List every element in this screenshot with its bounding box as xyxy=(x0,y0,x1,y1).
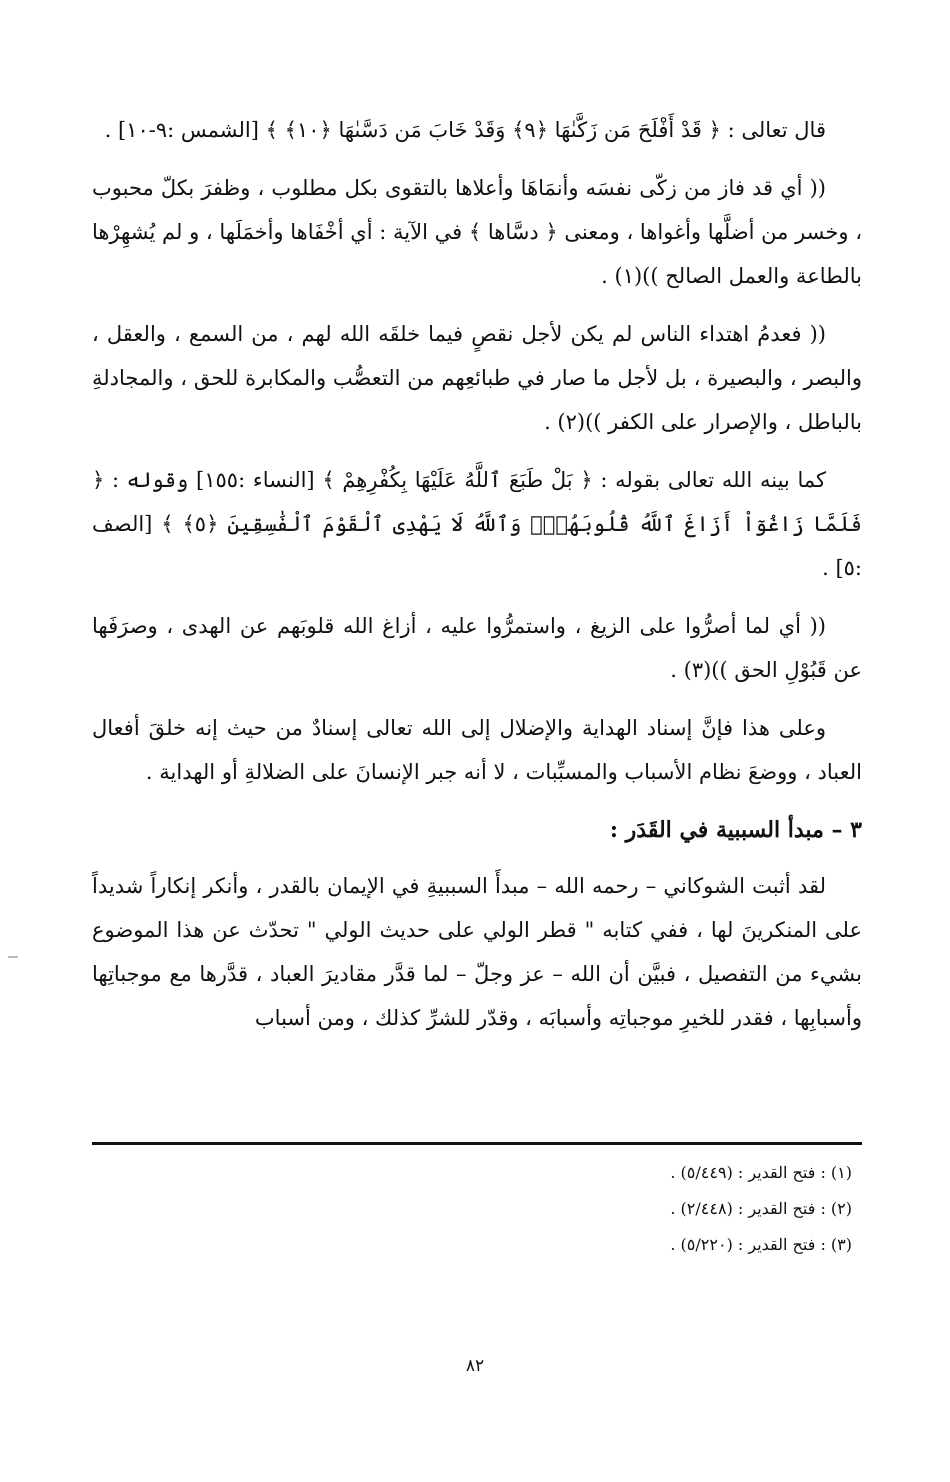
paragraph-3: (( فعدمُ اهتداء الناس لم يكن لأجل نقصٍ فيما خلقَه الله لهم ، من السمع ، والعقل ، والبصر ، والبصيرة ، بل لأجل ما صار في طبائعِهم من التعصُّب والمكابرة للحق ، والمجادلةِ بالباطل ، والإصرار على الكفر ))(٢) . xyxy=(92,322,862,434)
paragraph-2: (( أي قد فاز من زكّى نفسَه وأنمَاهَا وأعلاها بالتقوى بكل مطلوب ، وظفرَ بكلّ محبوب ، وخسر من أضلَّها وأغواها ، ومعنى ﴿ دسَّاها ﴾ في الآية : أي أخْفَاها وأخمَلَها ، و لم يُشهِرْها بالطاعة والعمل الصالح ))(١) . xyxy=(92,176,862,288)
section-heading: ٣ – مبدأ السببية في القَدَر : xyxy=(609,817,862,843)
footnote-1: (١) : فتح القدير : (٥/٤٤٩) . xyxy=(670,1163,852,1182)
footnote-2: (٢) : فتح القدير : (٢/٤٤٨) . xyxy=(670,1199,852,1218)
footnote-divider xyxy=(92,1142,862,1145)
paragraph-5: (( أي لما أصرُّوا على الزيغ ، واستمرُّوا عليه ، أزاغ الله قلوبَهم عن الهدى ، وصرَفَها عن قَبُوْلِ الحق ))(٣) . xyxy=(92,614,862,682)
footnotes xyxy=(670,1155,852,1263)
paragraph-6: وعلى هذا فإنَّ إسناد الهداية والإضلال إلى الله تعالى إسنادٌ من حيث إنه خلقَ أفعال العباد ، ووضعَ نظام الأسباب والمسبِّبات ، لا أنه جبر الإنسانَ على الضلالةِ أو الهداية . xyxy=(92,716,862,784)
page-number: ٨٢ xyxy=(465,1356,485,1376)
footnote-3: (٣) : فتح القدير : (٥/٢٢٠) . xyxy=(670,1235,852,1254)
body-text xyxy=(92,108,862,1054)
paragraph-1: قال تعالى : ﴿ قَدْ أَفْلَحَ مَن زَكَّىٰهَا ﴿٩﴾ وَقَدْ خَابَ مَن دَسَّىٰهَا ﴿١٠﴾ ﴾ [الشمس :٩-١٠] . xyxy=(104,118,826,142)
margin-mark xyxy=(8,956,18,958)
paragraph-7: لقد أثبت الشوكاني – رحمه الله – مبدأَ السببيةِ في الإيمان بالقدر ، وأنكر إنكاراً شديداً على المنكرينَ لها ، ففي كتابه " قطر الولي على حديث الولي " تحدّث عن هذا الموضوع بشيء من التفصيل ، فبيَّن أن الله – عز وجلّ – لما قدَّر مقاديرَ العباد ، قدَّرها مع موجباتِها وأسبابِها ، فقدر للخيرِ موجباتِه وأسبابَه ، وقدّر للشرِّ كذلك ، ومن أسباب xyxy=(92,874,862,1030)
paragraph-4: كما بينه الله تعالى بقوله : ﴿ بَلْ طَبَعَ ٱللَّهُ عَلَيْهَا بِكُفْرِهِمْ ﴾ [النساء :١٥٥] وقوله : ﴿ فَلَمَّا زَاغُوٓاْ أَزَاغَ ٱللَّهُ قُلُوبَهُمْۚ وَٱللَّهُ لَا يَهْدِى ٱلْقَوْمَ ٱلْفَٰسِقِينَ ﴿٥﴾ ﴾ [الصف :٥] . xyxy=(92,468,862,580)
